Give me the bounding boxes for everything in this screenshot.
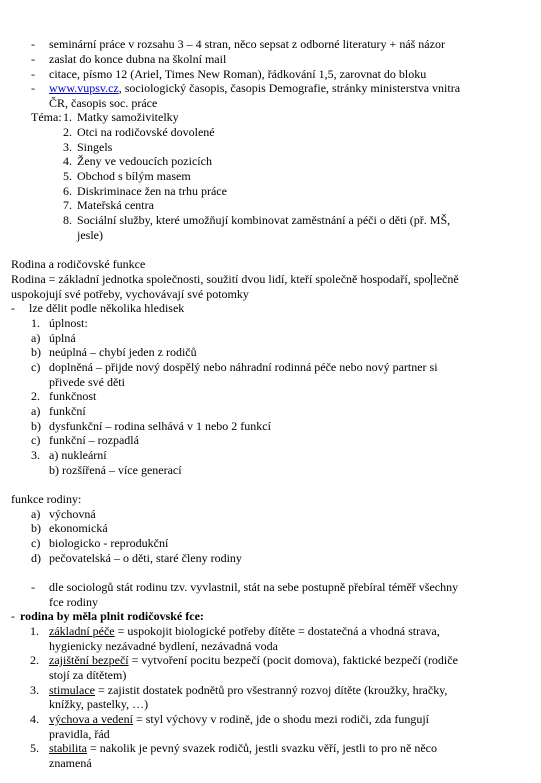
list-marker: - [31,52,35,66]
topic-text: Ženy ve vedoucích pozicích [77,154,212,168]
list-marker: d) [31,551,41,565]
topic-number: 5. [63,169,72,183]
division-item: úplnost: [49,316,88,330]
parental-function: stimulace = zajistit dostatek podnětů pro všestranný rozvoj dítěte (kroužky, hračky, [49,683,448,697]
parental-function-cont: hygienicky nezávadné bydlení, nezávadná voda [49,639,278,653]
section-title: Rodina a rodičovské funkce [11,257,146,271]
parental-function-cont: znamená [49,756,92,770]
sociologists-text: dle sociologů stát rodinu tzv. vyvlastnil, stát na sebe postupně přebíral téměř všechny [49,580,459,594]
list-marker: c) [31,360,41,374]
topic-number: 7. [63,198,72,212]
parental-function-cont: stojí za dítětem) [49,668,127,682]
topic-number: 4. [63,154,72,168]
function-term: výchova a vedení [49,712,133,726]
topic-text: Diskriminace žen na trhu práce [77,184,227,198]
list-marker: c) [31,433,41,447]
function-term: základní péče [49,624,115,638]
list-marker: - [31,67,35,81]
division-item: neúplná – chybí jeden z rodičů [49,345,197,359]
division-item: funkční – rozpadlá [49,433,139,447]
topic-text: Matky samoživitelky [77,110,179,124]
item-number: 4. [30,712,39,726]
topic-text: Obchod s bílým masem [77,169,191,183]
division-text: lze dělit podle několika hledisek [29,301,185,315]
list-marker: - [31,81,35,95]
function-term: zajištění bezpečí [49,653,129,667]
list-marker: b) [31,419,41,433]
parental-functions-title: rodina by měla plnit rodičovské fce: [20,609,204,623]
item-number: 1. [30,624,39,638]
topic-number: 3. [63,140,72,154]
topic-text: Singels [77,140,113,154]
topics-label: Téma: [31,110,62,124]
topic-number: 1. [63,110,72,124]
item-number: 2. [30,653,39,667]
sociologists-text-cont: fce rodiny [49,595,98,609]
requirement-item [49,81,460,96]
list-marker: a) [31,404,41,418]
requirement-text: seminární práce v rozsahu 3 – 4 stran, něco sepsat z odborné literatury + náš názor [49,37,445,51]
function-term: stimulace [49,683,95,697]
parental-function: stabilita = nakolik je pevný svazek rodičů, jestli svazku věří, jestli to pro ně něco [49,741,438,755]
topic-text-cont: jesle) [77,228,103,242]
topic-text: Sociální služby, které umožňují kombinovat zaměstnání a péči o děti (př. MŠ, [77,213,451,227]
topic-text: Otci na rodičovské dovolené [77,125,215,139]
function-item: ekonomická [49,521,108,535]
requirement-text: citace, písmo 12 (Ariel, Times New Roman), řádkování 1,5, zarovnat do bloku [49,67,427,81]
function-item: výchovná [49,507,96,521]
list-marker: 2. [31,389,40,403]
list-marker: c) [31,536,41,550]
division-item: funkční [49,404,86,418]
list-marker: a) [31,507,41,521]
list-marker: 1. [31,316,40,330]
list-marker: a) [31,331,41,345]
list-marker: - [11,609,15,623]
division-item: doplněná – přijde nový dospělý nebo náhradní rodinná péče nebo nový partner si [49,360,438,374]
division-item: dysfunkční – rodina selhává v 1 nebo 2 funkcí [49,419,271,433]
topic-number: 8. [63,213,72,227]
parental-function: výchova a vedení = styl výchovy v rodině, jde o shodu mezi rodiči, zda fungují [49,712,430,726]
parental-function: zajištění bezpečí = vytvoření pocitu bezpečí (pocit domova), faktické bezpečí (rodiče [49,653,458,667]
division-item: a) nukleární [49,448,107,462]
parental-function-cont: pravidla, řád [49,727,110,741]
parental-function: základní péče = uspokojit biologické potřeby dítěte = dostatečná a vhodná strava, [49,624,440,638]
function-item: pečovatelská – o děti, staré členy rodiny [49,551,242,565]
item-number: 3. [30,683,39,697]
vupsv-link[interactable]: www.vupsv.cz [49,81,119,95]
topic-text: Mateřská centra [77,198,154,212]
division-item: funkčnost [49,389,97,403]
list-marker: b) [31,521,41,535]
requirement-text: zaslat do konce dubna na školní mail [49,52,227,66]
topic-number: 6. [63,184,72,198]
functions-title: funkce rodiny: [11,492,82,506]
parental-function-cont: knížky, pastelky, …) [49,697,149,711]
list-marker: - [31,37,35,51]
requirement-text-cont: ČR, časopis soc. práce [49,96,158,110]
list-marker: - [11,301,15,315]
function-term: stabilita [49,741,87,755]
requirement-text: , sociologický časopis, časopis Demografie, stránky ministerstva vnitra [118,81,461,95]
division-item-cont: přivede své děti [49,375,125,389]
division-item: úplná [49,331,76,345]
topic-number: 2. [63,125,72,139]
division-item-cont: b) rozšířená – více generací [49,463,182,477]
function-item: biologicko - reprodukční [49,536,169,550]
definition-line: uspokojují své potřeby, vychovávají své potomky [11,287,249,301]
list-marker: - [31,580,35,594]
list-marker: 3. [31,448,40,462]
definition-line: Rodina = základní jednotka společnosti, soužití dvou lidí, kteří společně hospodaří, spo lečně [11,272,459,286]
list-marker: b) [31,345,41,359]
item-number: 5. [30,741,39,755]
